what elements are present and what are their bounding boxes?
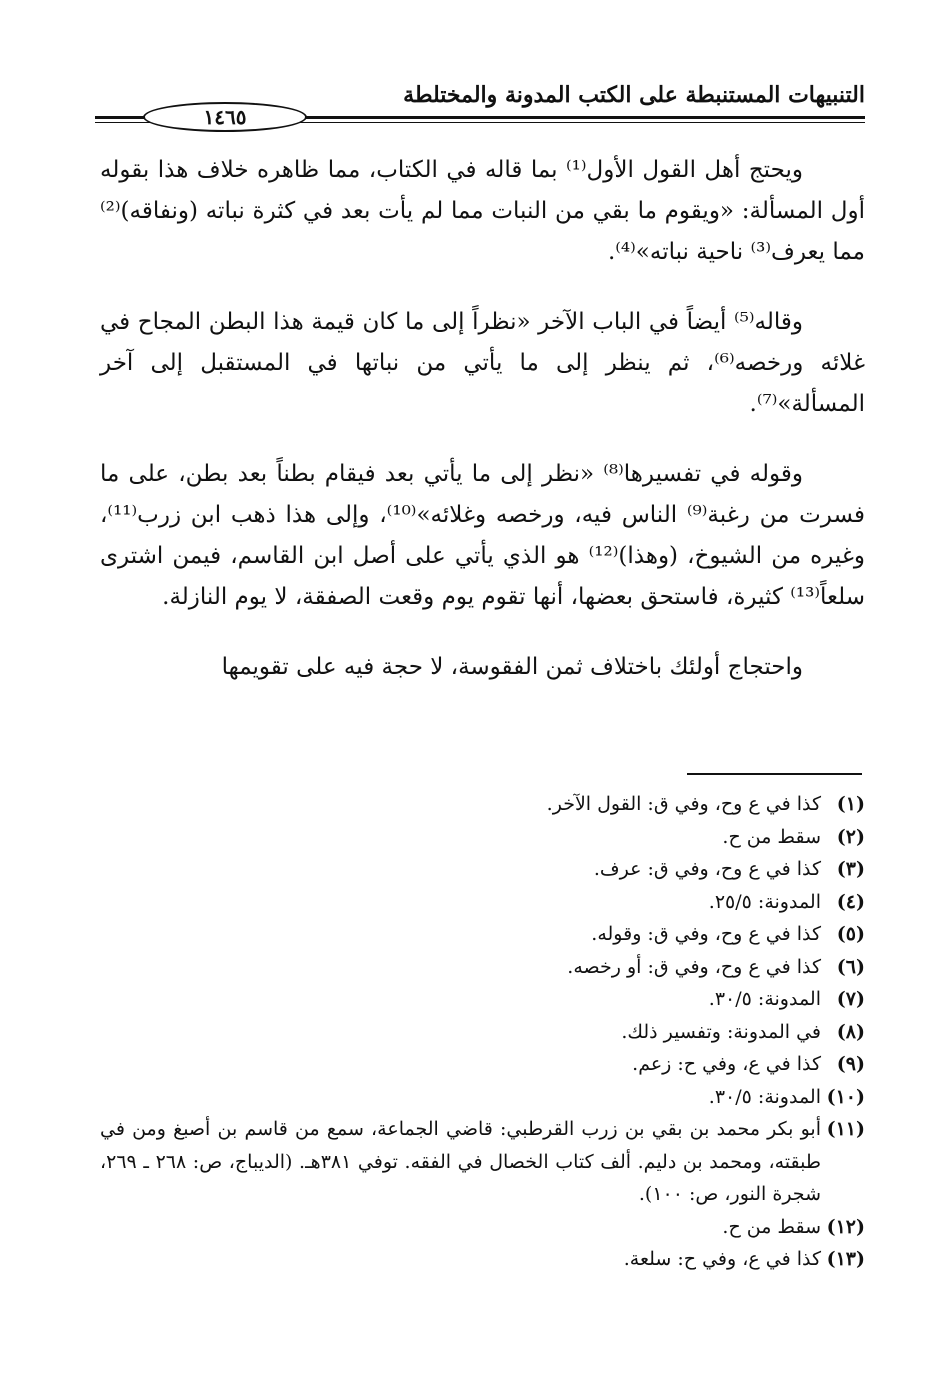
footnote-number: (٧) [836,988,865,1010]
footnote-item [100,951,865,984]
paragraph: واحتجاج أولئك باختلاف ثمن الفقوسة، لا حجة فيه على تقويمها [221,654,803,680]
footnote-text: في المدونة: وتفسير ذلك. [621,1020,821,1043]
running-title: التنبيهات المستنبطة على الكتب المدونة والمختلطة [403,82,865,108]
footnote-item [100,918,865,951]
footnote-number: (٣) [836,858,865,880]
paragraph: وقوله في تفسيرها⁽⁸⁾ «نظر إلى ما يأتي بعد فيقام بطناً بعد بطن، على ما فسرت من رغبة⁽⁹⁾ الناس فيه، ورخصه وغلائه»⁽¹⁰⁾، وإلى هذا ذهب ابن زرب⁽¹¹⁾، وغيره من الشيوخ، (وهذا)⁽¹²⁾ هو الذي يأتي على أصل ابن القاسم، فيمن اشترى سلعاً⁽¹³⁾ كثيرة، فاستحق بعضها، أنها تقوم يوم وقعت الصفقة، لا يوم النازلة. [100,461,865,610]
page-number: ١٤٦٥ [143,102,307,132]
footnote-item [100,1081,865,1114]
footnote-number: (١٠) [826,1085,865,1108]
footnote-item [100,821,865,854]
footnote-item [100,1016,865,1049]
footnote-text: أبو بكر محمد بن بقي بن زرب القرطبي: قاضي الجماعة، سمع من قاسم بن أصبغ ومن في طبقته، ومحمد بن دليم. ألف كتاب الخصال في الفقه. توفي ٣٨١هـ. (الديباج، ص: ٢٦٨ ـ ٢٦٩، شجرة النور، ص: ١٠٠). [100,1118,821,1205]
footnote-text: سقط من ح. [722,825,821,848]
footnote-number: (٦) [836,955,865,978]
footnote-item [100,1113,865,1211]
footnote-text: كذا في ع وح، وفي ق: أو رخصه. [567,955,821,978]
footnote-number: (١٣) [826,1248,865,1270]
main-text [100,150,865,688]
footnote-number: (٨) [836,1020,865,1043]
footnote-item [100,1211,865,1244]
footnote-text: كذا في ع وح، وفي ق: القول الآخر. [546,793,821,815]
footnote-number: (٩) [836,1053,865,1075]
footnote-item [100,788,865,821]
footnote-text: المدونة: ٢٥/٥. [708,890,821,913]
footnote-text: كذا في ع، وفي ح: زعم. [632,1053,821,1075]
footnote-text: المدونة: ٣٠/٥. [708,1085,821,1108]
paragraph: وقاله⁽⁵⁾ أيضاً في الباب الآخر «نظراً إلى ما كان قيمة هذا البطن المجاح في غلائه ورخصه⁽⁶⁾، ثم ينظر إلى ما يأتي من نباتها في المستقبل إلى آخر المسألة»⁽⁷⁾. [100,309,865,417]
footnote-number: (٥) [836,923,865,945]
page-header [95,72,865,130]
footnote-item [100,1243,865,1276]
footnote-text: المدونة: ٣٠/٥. [708,988,821,1010]
footnote-item [100,886,865,919]
paragraph: ويحتج أهل القول الأول⁽¹⁾ بما قاله في الكتاب، مما ظاهره خلاف هذا بقوله أول المسألة: «ويقوم ما بقي من النبات مما لم يأت بعد في كثرة نباته (ونفاقه)⁽²⁾ مما يعرف⁽³⁾ ناحية نباته»⁽⁴⁾. [100,157,865,265]
footnote-item [100,853,865,886]
footnote-item [100,983,865,1016]
footnote-text: كذا في ع وح، وفي ق: عرف. [593,858,821,880]
footnote-separator [687,773,862,775]
footnote-number: (٢) [836,825,865,848]
footnotes [100,788,865,1276]
footnote-text: كذا في ع وح، وفي ق: وقوله. [591,923,821,945]
footnote-number: (١١) [826,1118,865,1140]
footnote-number: (٤) [836,890,865,913]
footnote-text: كذا في ع، وفي ح: سلعة. [623,1248,821,1270]
footnote-text: سقط من ح. [722,1215,821,1238]
footnote-number: (١٢) [826,1215,865,1238]
footnote-item [100,1048,865,1081]
footnote-number: (١) [836,793,865,815]
